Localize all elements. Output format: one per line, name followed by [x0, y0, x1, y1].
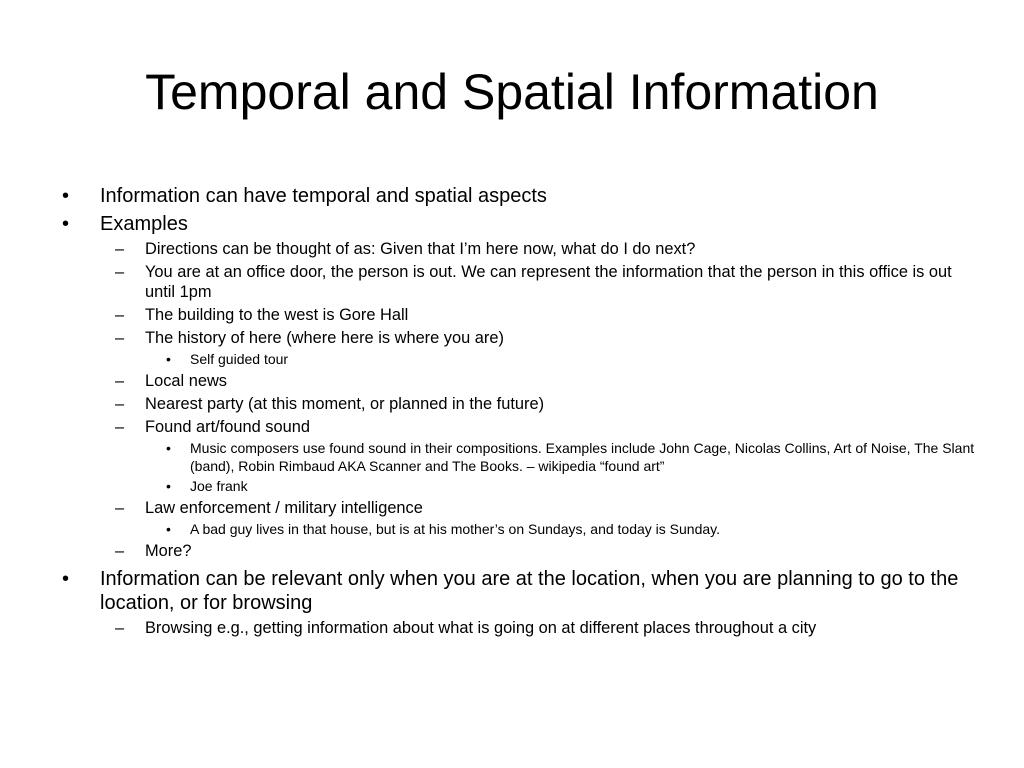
- bullet-level1: [60, 184, 980, 208]
- bullet-level2: [60, 262, 980, 302]
- bullet-text: Local news: [145, 372, 228, 390]
- bullet-level3: [60, 350, 980, 368]
- bullet-text: Nearest party (at this moment, or planned in the future): [145, 395, 545, 413]
- bullet-level2: [60, 541, 980, 561]
- bullet-dash-icon: –: [115, 619, 125, 637]
- bullet-dot-icon: •: [62, 213, 70, 235]
- bullet-dash-icon: –: [115, 418, 125, 436]
- bullet-text: Information can have temporal and spatial aspects: [100, 185, 547, 207]
- bullet-text: Joe frank: [190, 478, 248, 494]
- bullet-dot-icon: •: [166, 521, 171, 537]
- slide-title: Temporal and Spatial Information: [145, 64, 879, 120]
- bullet-dash-icon: –: [115, 395, 125, 413]
- bullet-text: Browsing e.g., getting information about what is going on at different places throughout a city: [145, 619, 817, 637]
- bullet-dash-icon: –: [115, 542, 125, 560]
- bullet-dash-icon: –: [115, 372, 125, 390]
- bullet-text: More?: [145, 542, 192, 560]
- bullet-text: Directions can be thought of as: Given that I’m here now, what do I do next?: [145, 240, 696, 258]
- bullet-dot-icon: •: [166, 351, 171, 367]
- bullet-dash-icon: –: [115, 240, 125, 258]
- bullet-level2: [60, 239, 980, 259]
- bullet-text: You are at an office door, the person is out. We can represent the information that the person in this office is out until 1pm: [145, 263, 952, 301]
- bullet-dash-icon: –: [115, 499, 125, 517]
- bullet-dot-icon: •: [62, 185, 70, 207]
- bullet-dot-icon: •: [62, 568, 70, 590]
- bullet-level1: [60, 212, 980, 236]
- bullet-level2: [60, 305, 980, 325]
- bullet-text: The building to the west is Gore Hall: [145, 306, 409, 324]
- bullet-text: Information can be relevant only when you are at the location, when you are planning to go to the location, or for browsing: [100, 568, 959, 614]
- bullet-level3: [60, 439, 980, 475]
- bullet-level1: [60, 567, 980, 615]
- bullet-level2: [60, 394, 980, 414]
- bullet-text: The history of here (where here is where you are): [145, 329, 504, 347]
- bullet-list: [60, 180, 980, 638]
- bullet-dash-icon: –: [115, 306, 125, 324]
- bullet-level3: [60, 520, 980, 538]
- bullet-text: Self guided tour: [190, 351, 289, 367]
- bullet-text: Found art/found sound: [145, 418, 310, 436]
- bullet-dash-icon: –: [115, 329, 125, 347]
- bullet-dot-icon: •: [166, 478, 171, 494]
- bullet-dash-icon: –: [115, 263, 125, 281]
- bullet-level2: [60, 417, 980, 437]
- bullet-text: Law enforcement / military intelligence: [145, 499, 423, 517]
- bullet-level2: [60, 618, 980, 638]
- bullet-level2: [60, 498, 980, 518]
- bullet-text: Music composers use found sound in their compositions. Examples include John Cage, Nicolas Collins, Art of Noise, The Slant (band), Robin Rimbaud AKA Scanner and The Books. – wikipedia “found art”: [190, 440, 975, 474]
- bullet-level2: [60, 371, 980, 391]
- bullet-text: A bad guy lives in that house, but is at his mother’s on Sundays, and today is Sunday.: [190, 521, 720, 537]
- bullet-dot-icon: •: [166, 440, 171, 456]
- bullet-text: Examples: [100, 213, 188, 235]
- bullet-level2: [60, 328, 980, 348]
- bullet-level3: [60, 477, 980, 495]
